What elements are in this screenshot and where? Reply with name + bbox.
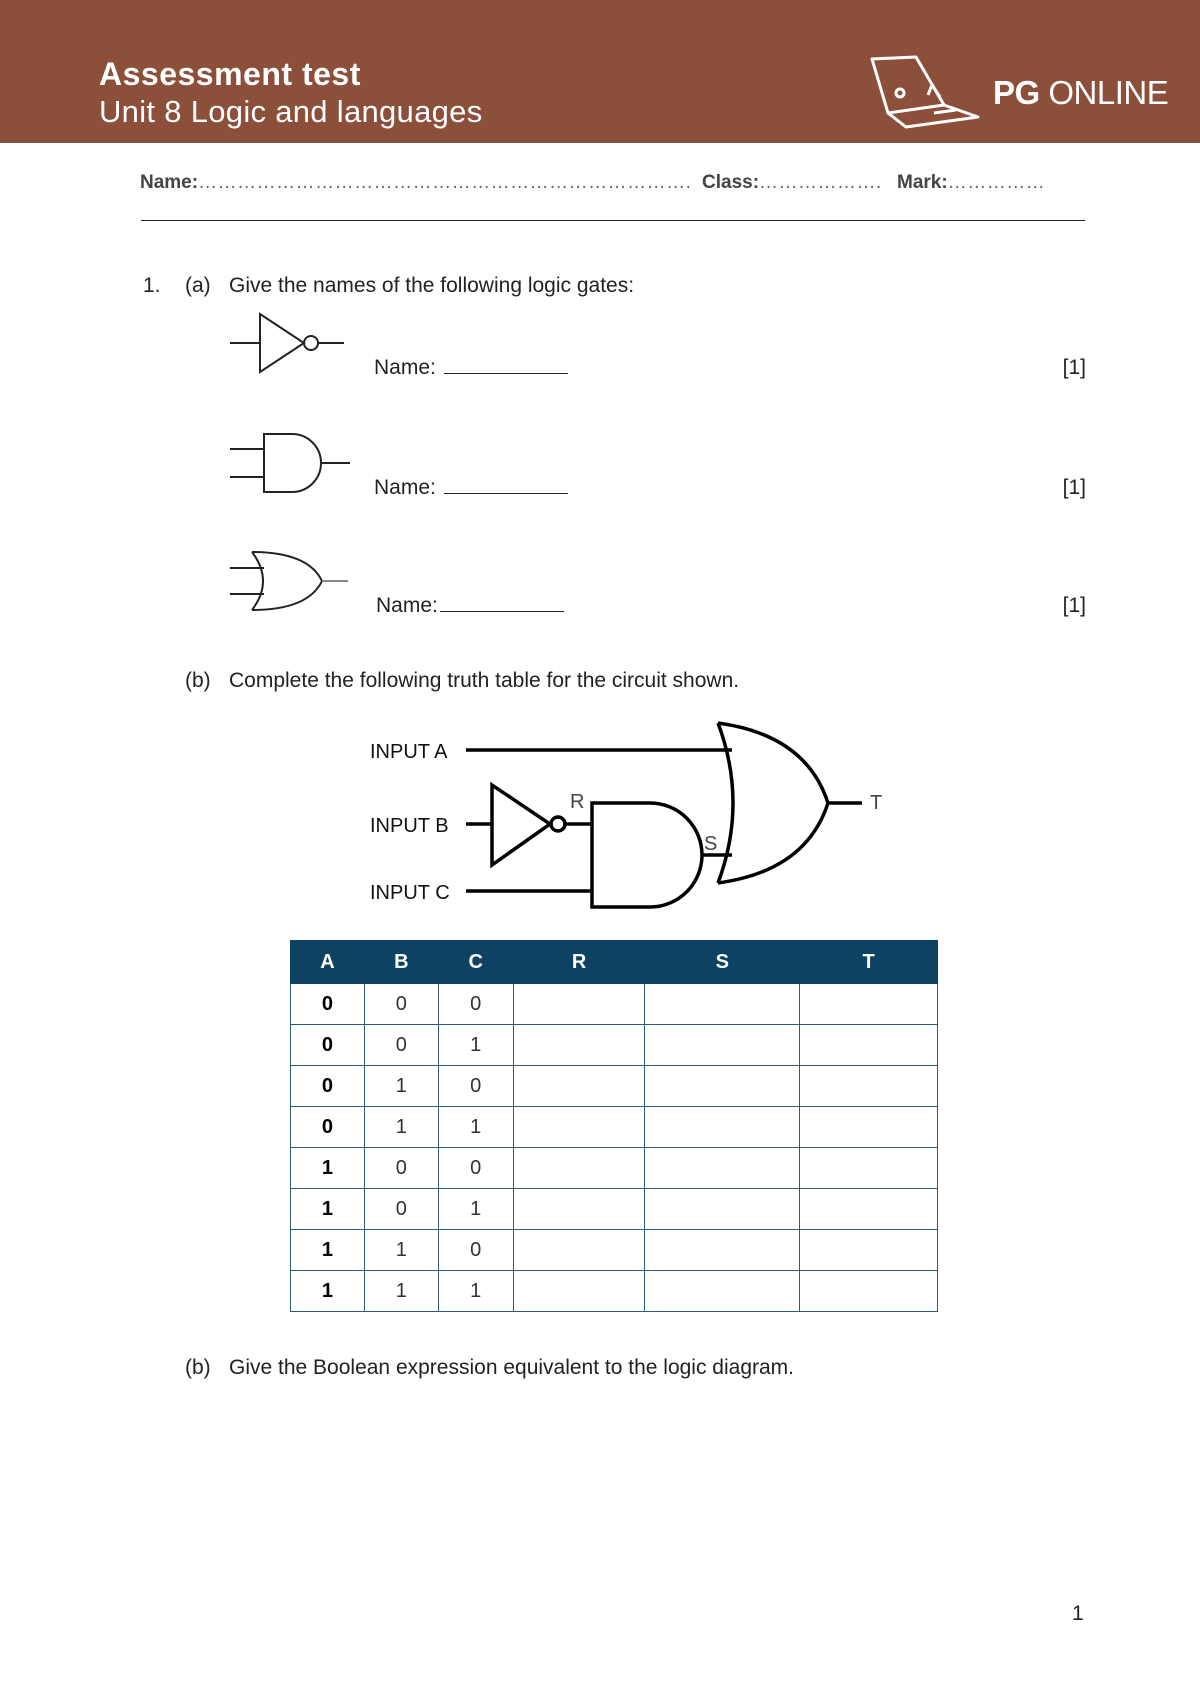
table-cell-input: 1	[364, 1066, 438, 1107]
publisher-logo: PG ONLINE	[993, 74, 1169, 111]
table-cell-answer[interactable]	[800, 1189, 938, 1230]
header-r: R	[513, 941, 645, 984]
table-cell-input: 0	[364, 1189, 438, 1230]
or-gate-icon	[228, 548, 350, 614]
table-row	[291, 1189, 938, 1230]
not-gate-icon	[228, 310, 346, 376]
page-number: 1	[1072, 1602, 1084, 1625]
table-row	[291, 1107, 938, 1148]
table-cell-answer[interactable]	[513, 1066, 645, 1107]
gate-1-answer[interactable]: Name:	[374, 356, 568, 380]
table-cell-answer[interactable]	[800, 1271, 938, 1312]
table-cell-input: 0	[364, 1025, 438, 1066]
header-divider	[141, 220, 1085, 221]
table-cell-input: 0	[364, 1148, 438, 1189]
table-cell-input: 0	[291, 984, 365, 1025]
table-cell-answer[interactable]	[645, 1107, 800, 1148]
document-subtitle: Unit 8 Logic and languages	[99, 94, 483, 129]
table-header-row	[291, 941, 938, 984]
table-cell-input: 1	[438, 1107, 513, 1148]
part-b2-label: (b)	[185, 1356, 211, 1379]
table-cell-answer[interactable]	[800, 1066, 938, 1107]
table-cell-answer[interactable]	[800, 1107, 938, 1148]
header-banner	[0, 0, 1200, 143]
part-b-label: (b)	[185, 669, 211, 692]
table-cell-input: 1	[438, 1025, 513, 1066]
table-row	[291, 1271, 938, 1312]
table-cell-answer[interactable]	[513, 1189, 645, 1230]
table-row	[291, 984, 938, 1025]
node-r-label: R	[570, 791, 585, 813]
table-row	[291, 1230, 938, 1271]
table-cell-answer[interactable]	[645, 1189, 800, 1230]
table-row	[291, 1148, 938, 1189]
part-b2-prompt: Give the Boolean expression equivalent to the logic diagram.	[229, 1356, 795, 1379]
input-b-label: INPUT B	[370, 815, 449, 837]
question-number: 1.	[143, 274, 161, 297]
header-s: S	[645, 941, 800, 984]
table-cell-input: 1	[438, 1271, 513, 1312]
table-cell-answer[interactable]	[800, 1230, 938, 1271]
truth-table	[290, 940, 938, 1312]
table-cell-input: 0	[438, 1148, 513, 1189]
table-row	[291, 1066, 938, 1107]
table-cell-input: 0	[438, 1066, 513, 1107]
table-cell-input: 1	[291, 1189, 365, 1230]
gate-2-answer[interactable]: Name:	[374, 476, 568, 500]
answer-blank[interactable]	[440, 610, 564, 612]
table-cell-answer[interactable]	[513, 984, 645, 1025]
table-cell-answer[interactable]	[513, 1271, 645, 1312]
gate-3-mark: [1]	[1062, 594, 1086, 617]
table-cell-answer[interactable]	[513, 1025, 645, 1066]
table-cell-input: 1	[364, 1271, 438, 1312]
table-cell-input: 0	[438, 1230, 513, 1271]
table-cell-answer[interactable]	[645, 1066, 800, 1107]
logic-circuit-diagram	[360, 705, 900, 920]
laptop-icon	[868, 55, 982, 131]
name-field[interactable]: Name:………………………………………………………………….	[140, 172, 692, 193]
table-cell-answer[interactable]	[800, 1148, 938, 1189]
mark-field[interactable]: Mark:……………	[897, 172, 1046, 193]
table-cell-input: 1	[291, 1271, 365, 1312]
table-cell-answer[interactable]	[513, 1230, 645, 1271]
answer-blank[interactable]	[444, 372, 568, 374]
input-a-label: INPUT A	[370, 741, 448, 763]
table-cell-answer[interactable]	[800, 984, 938, 1025]
table-cell-input: 1	[438, 1189, 513, 1230]
node-s-label: S	[704, 833, 718, 855]
table-cell-answer[interactable]	[645, 1271, 800, 1312]
table-cell-input: 1	[291, 1230, 365, 1271]
gate-1-mark: [1]	[1062, 356, 1086, 379]
table-cell-answer[interactable]	[645, 1230, 800, 1271]
table-cell-input: 0	[291, 1107, 365, 1148]
input-c-label: INPUT C	[370, 882, 450, 904]
and-gate-icon	[228, 430, 352, 496]
part-b-prompt: Complete the following truth table for the circuit shown.	[229, 669, 740, 692]
table-cell-answer[interactable]	[645, 1025, 800, 1066]
part-a-label: (a)	[185, 274, 211, 297]
gate-2-mark: [1]	[1062, 476, 1086, 499]
table-cell-input: 0	[364, 984, 438, 1025]
header-c: C	[438, 941, 513, 984]
table-cell-answer[interactable]	[645, 1148, 800, 1189]
table-cell-input: 0	[291, 1025, 365, 1066]
table-cell-answer[interactable]	[513, 1148, 645, 1189]
table-cell-answer[interactable]	[800, 1025, 938, 1066]
table-row	[291, 1025, 938, 1066]
gate-3-answer[interactable]: Name:	[376, 594, 564, 618]
answer-blank[interactable]	[444, 492, 568, 494]
table-cell-answer[interactable]	[645, 984, 800, 1025]
table-cell-input: 1	[364, 1107, 438, 1148]
table-cell-input: 1	[364, 1230, 438, 1271]
part-a-prompt: Give the names of the following logic gates:	[229, 274, 635, 297]
table-cell-input: 0	[438, 984, 513, 1025]
table-cell-answer[interactable]	[513, 1107, 645, 1148]
table-cell-input: 0	[291, 1066, 365, 1107]
output-t-label: T	[870, 792, 883, 814]
header-a: A	[291, 941, 365, 984]
class-field[interactable]: Class:……………….	[702, 172, 882, 193]
table-cell-input: 1	[291, 1148, 365, 1189]
header-b: B	[364, 941, 438, 984]
header-t: T	[800, 941, 938, 984]
document-title: Assessment test	[99, 56, 361, 92]
